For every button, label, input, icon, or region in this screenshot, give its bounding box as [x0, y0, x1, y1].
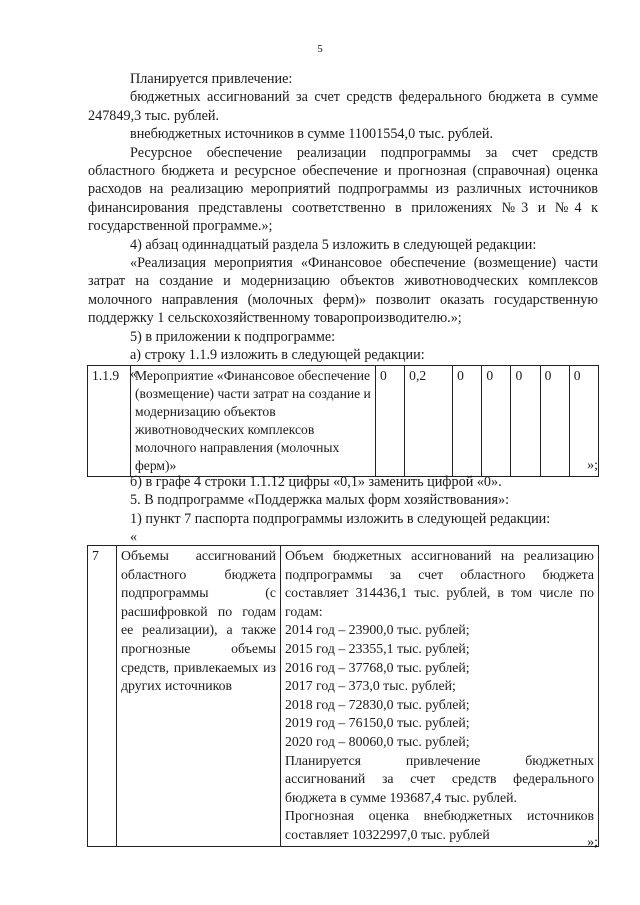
paragraph: 4) абзац одиннадцатый раздела 5 изложить в следующей редакции: [130, 236, 537, 253]
value-cell: 0 [482, 366, 511, 477]
open-quote: « [130, 529, 138, 546]
year-line: 2016 год – 37768,0 тыс. рублей; [285, 659, 470, 675]
paragraph: 5) в приложении к подпрограмме: [130, 328, 336, 345]
measure-name: Мероприятие «Финансовое обеспечение (возмещение) части затрат на создание и модернизацию объектов животноводческих комплексов молочного направления (молочных ферм)» [131, 366, 376, 477]
text-block-top [88, 70, 598, 383]
text-block-middle [88, 473, 598, 547]
value-cell: 0,2 [405, 366, 453, 477]
federal-text: Планируется привлечение бюджетных ассигнований за счет средств федерального бюджета в сумме 193687,4 тыс. рублей. [285, 752, 594, 805]
paragraph: внебюджетных источников в сумме 11001554,0 тыс. рублей. [130, 126, 494, 143]
year-line: 2017 год – 373,0 тыс. рублей; [285, 678, 456, 694]
paragraph: бюджетных ассигнований за счет средств федерального бюджета в сумме 247849,3 тыс. рублей. [88, 89, 598, 124]
value-cell: 0 [453, 366, 482, 477]
value-cell: 0 [569, 366, 598, 477]
value-cell: 0 [511, 366, 540, 477]
paragraph: 5. В подпрограмме «Поддержка малых форм хозяйствования»: [130, 492, 510, 509]
item-content [281, 546, 599, 847]
paragraph: Планируется привлечение: [130, 71, 293, 87]
item-label: Объемы ассигнований областного бюджета подпрограммы (с расшифровкой по годам ее реализации), а также прогнозные объемы средств, привлекаемых из других источников [117, 546, 281, 847]
extra-text: Прогнозная оценка внебюджетных источников составляет 10322997,0 тыс. рублей [285, 808, 594, 842]
open-quote: « [130, 365, 138, 382]
paragraph: 1) пункт 7 паспорта подпрограммы изложить в следующей редакции: [130, 510, 551, 527]
intro-text: Объем бюджетных ассигнований на реализацию подпрограммы за счет областного бюджета составляет 314436,1 тыс. рублей, в том числе по годам: [285, 548, 594, 619]
item-number: 7 [88, 546, 117, 847]
row-number: 1.1.9 [88, 366, 131, 477]
paragraph: «Реализация мероприятия «Финансовое обеспечение (возмещение) части затрат на создание и модернизацию объектов животноводческих комплексов молочного направления (молочных ферм)» позволит оказать государственную поддержку 1 сельскохозяйственному товаропроизводителю.»; [88, 255, 598, 327]
passport-item-7-table [87, 545, 599, 847]
year-line: 2015 год – 23355,1 тыс. рублей; [285, 640, 470, 656]
year-line: 2014 год – 23900,0 тыс. рублей; [285, 622, 470, 638]
paragraph: а) строку 1.1.9 изложить в следующей редакции: [130, 347, 425, 364]
close-quote: »; [587, 458, 598, 473]
year-line: 2018 год – 72830,0 тыс. рублей; [285, 696, 470, 712]
table-row-1-1-9 [87, 365, 599, 477]
paragraph: Ресурсное обеспечение реализации подпрограммы за счет средств областного бюджета и ресурсное обеспечение и прогнозная (справочная) оценка расходов на реализацию мероприятий подпрограммы из различных источников финансирования представлены соответственно в приложениях №3 и №4 к государственной программе.»; [88, 144, 598, 235]
page-number: 5 [317, 43, 323, 55]
close-quote: »; [587, 835, 598, 850]
year-line: 2019 год – 76150,0 тыс. рублей; [285, 715, 470, 731]
value-cell: 0 [540, 366, 569, 477]
paragraph: б) в графе 4 строки 1.1.12 цифры «0,1» заменить цифрой «0». [130, 474, 502, 490]
value-cell: 0 [376, 366, 405, 477]
year-line: 2020 год – 80060,0 тыс. рублей; [285, 733, 470, 749]
